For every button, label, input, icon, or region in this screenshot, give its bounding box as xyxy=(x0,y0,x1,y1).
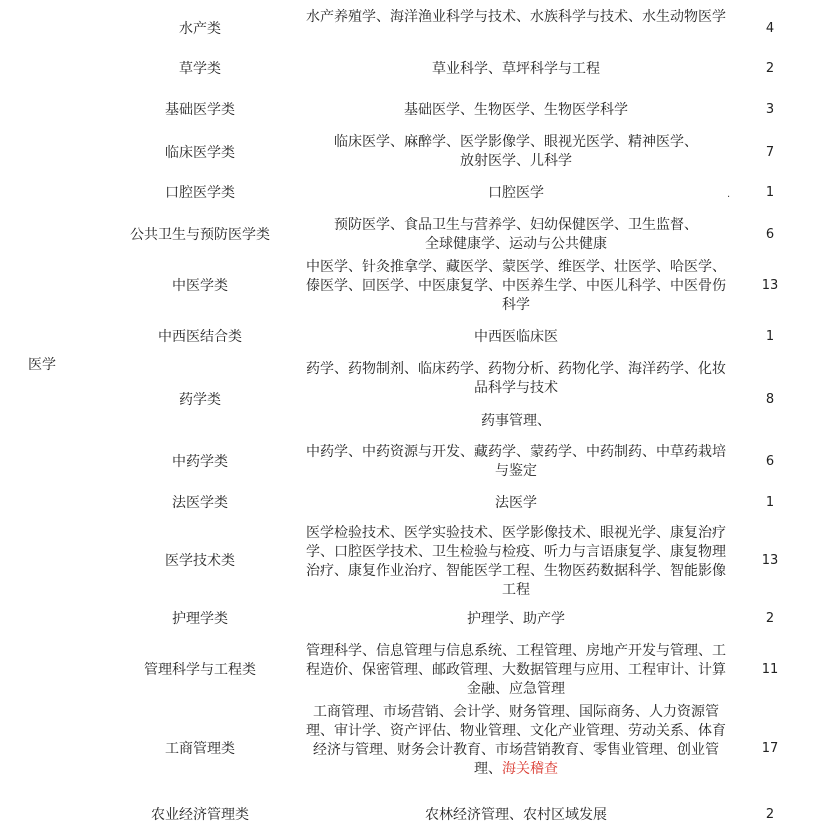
table-row xyxy=(0,8,817,50)
major-list: 口腔医学 xyxy=(488,185,544,201)
category-name: 农业经济管理类 xyxy=(151,807,249,823)
major-count: 1 xyxy=(765,185,775,200)
major-count: 6 xyxy=(765,227,775,242)
table-row xyxy=(0,806,817,828)
highlighted-major: 海关稽查 xyxy=(502,761,558,777)
category-name: 法医学类 xyxy=(172,495,228,511)
category-name: 管理科学与工程类 xyxy=(144,662,256,678)
discipline-label: 医学 xyxy=(28,357,56,373)
table-row xyxy=(0,443,817,483)
major-count: 2 xyxy=(765,807,775,822)
major-list: 医学检验技术、医学实验技术、医学影像技术、眼视光学、康复治疗学、口腔医学技术、卫生检验与检疫、听力与言语康复学、康复物理治疗、康复作业治疗、智能医学工程、生物医药数据科学、智能影像工程 xyxy=(306,525,726,598)
major-list: 药学、药物制剂、临床药学、药物分析、药物化学、海洋药学、化妆品科学与技术 xyxy=(306,361,726,396)
table-row xyxy=(0,494,817,516)
table-row xyxy=(0,703,817,797)
major-list: 中医学、针灸推拿学、藏医学、蒙医学、维医学、壮医学、哈医学、傣医学、回医学、中医康复学、中医养生学、中医儿科学、中医骨伤科学 xyxy=(306,259,726,313)
major-count: 1 xyxy=(765,495,775,510)
table-row xyxy=(0,642,817,702)
table-row xyxy=(0,360,817,435)
major-list-text: 工商管理、市场营销、会计学、财务管理、国际商务、人力资源管理、审计学、资产评估、物业管理、文化产业管理、劳动关系、体育经济与管理、财务会计教育、市场营销教育、零售业管理、创业管理、 xyxy=(306,704,726,777)
category-name: 医学技术类 xyxy=(165,553,235,569)
category-name: 护理学类 xyxy=(172,611,228,627)
stray-dot: · xyxy=(727,192,731,203)
major-count: 7 xyxy=(765,145,775,160)
major-list: 法医学 xyxy=(495,495,537,511)
category-name: 中药学类 xyxy=(172,454,228,470)
category-name: 中医学类 xyxy=(172,278,228,294)
category-name: 水产类 xyxy=(179,21,221,37)
table-row xyxy=(0,184,817,206)
category-name: 草学类 xyxy=(179,61,221,77)
major-count: 1 xyxy=(765,329,775,344)
category-name: 药学类 xyxy=(179,392,221,408)
major-count: 2 xyxy=(765,611,775,626)
major-count: 11 xyxy=(761,662,779,677)
table-row xyxy=(0,60,817,82)
table-row xyxy=(0,328,817,350)
major-list: 管理科学、信息管理与信息系统、工程管理、房地产开发与管理、工程造价、保密管理、邮政管理、大数据管理与应用、工程审计、计算金融、应急管理 xyxy=(306,643,726,697)
major-count: 4 xyxy=(765,21,775,36)
major-count: 8 xyxy=(765,392,775,407)
major-list: 农林经济管理、农村区域发展 xyxy=(425,807,607,823)
category-name: 工商管理类 xyxy=(165,741,235,757)
category-name: 中西医结合类 xyxy=(158,329,242,345)
major-count: 13 xyxy=(761,278,779,293)
major-count: 17 xyxy=(761,741,779,756)
major-list: 临床医学、麻醉学、医学影像学、眼视光医学、精神医学、放射医学、儿科学 xyxy=(334,134,698,169)
major-list xyxy=(305,703,727,779)
major-list: 水产养殖学、海洋渔业科学与技术、水族科学与技术、水生动物医学 xyxy=(306,9,726,25)
table-row xyxy=(0,524,817,602)
table-row xyxy=(0,133,817,173)
major-list: 中药学、中药资源与开发、藏药学、蒙药学、中药制药、中草药栽培与鉴定 xyxy=(306,444,726,479)
table-row xyxy=(0,610,817,632)
major-list-extra: 药事管理、 xyxy=(481,413,551,429)
major-count: 13 xyxy=(761,553,779,568)
category-name: 基础医学类 xyxy=(165,102,235,118)
major-count: 3 xyxy=(765,102,775,117)
major-list: 草业科学、草坪科学与工程 xyxy=(432,61,600,77)
major-count: 6 xyxy=(765,454,775,469)
major-list: 中西医临床医 xyxy=(474,329,558,345)
table-row xyxy=(0,216,817,256)
category-name: 公共卫生与预防医学类 xyxy=(130,227,270,243)
major-count: 2 xyxy=(765,61,775,76)
major-list: 基础医学、生物医学、生物医学科学 xyxy=(404,102,628,118)
category-name: 临床医学类 xyxy=(165,145,235,161)
major-list: 预防医学、食品卫生与营养学、妇幼保健医学、卫生监督、全球健康学、运动与公共健康 xyxy=(334,217,698,252)
table-row xyxy=(0,101,817,123)
major-list: 护理学、助产学 xyxy=(467,611,565,627)
category-name: 口腔医学类 xyxy=(165,185,235,201)
table-row xyxy=(0,258,817,318)
